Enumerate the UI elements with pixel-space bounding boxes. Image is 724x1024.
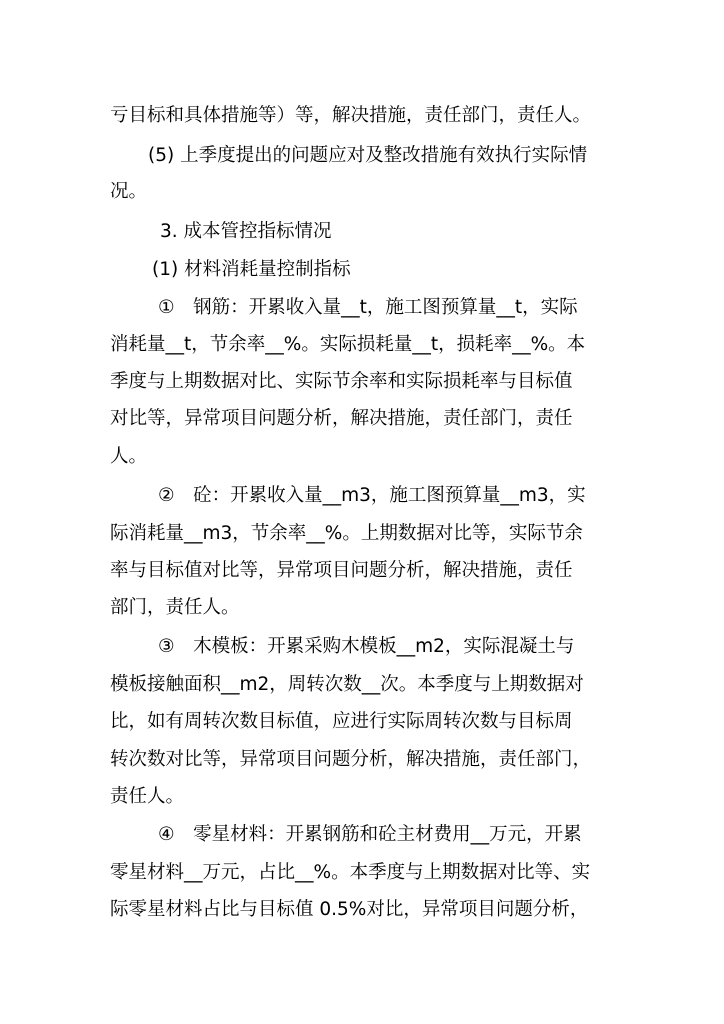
text-line: 季度与上期数据对比、实际节余率和实际损耗率与目标值 [110,371,573,392]
subsection-heading: (1) 材料消耗量控制指标 [152,259,351,280]
text-line: 人。 [110,446,148,467]
text-line: 对比等，异常项目问题分析，解决措施，责任部门，责任 [110,408,573,429]
text-line: 转次数对比等，异常项目问题分析，解决措施，责任部门， [110,749,592,770]
text-line: 际消耗量__m3，节余率__%。上期数据对比等，实际节余 [110,523,583,544]
text-line: 率与目标值对比等，异常项目问题分析，解决措施，责任 [110,560,573,581]
text-line: (5) 上季度提出的问题应对及整改措施有效执行实际情 [148,145,588,166]
text-line: ② 砼：开累收入量__m3，施工图预算量__m3，实 [158,485,586,506]
text-line: 模板接触面积__m2，周转次数__次。本季度与上期数据对 [110,674,584,695]
text-line: 零星材料__万元，占比__%。本季度与上期数据对比等、实 [110,862,591,883]
section-heading: 3. 成本管控指标情况 [160,221,332,242]
text-line: ④ 零星材料：开累钢筋和砼主材费用__万元，开累 [158,824,582,845]
text-line: 责任人。 [110,786,185,807]
text-line: 际零星材料占比与目标值 0.5%对比，异常项目问题分析， [110,899,589,920]
text-line: 况。 [110,181,148,202]
text-line: 消耗量__t，节余率__%。实际损耗量__t，损耗率__%。本 [110,334,586,355]
text-line: 亏目标和具体措施等）等，解决措施，责任部门，责任人。 [110,105,592,126]
text-line: 部门，责任人。 [110,597,240,618]
text-line: ① 钢筋：开累收入量__t，施工图预算量__t，实际 [158,297,578,318]
text-line: ③ 木模板：开累采购木模板__m2，实际混凝土与 [158,636,575,657]
text-line: 比，如有周转次数目标值，应进行实际周转次数与目标周 [110,711,573,732]
